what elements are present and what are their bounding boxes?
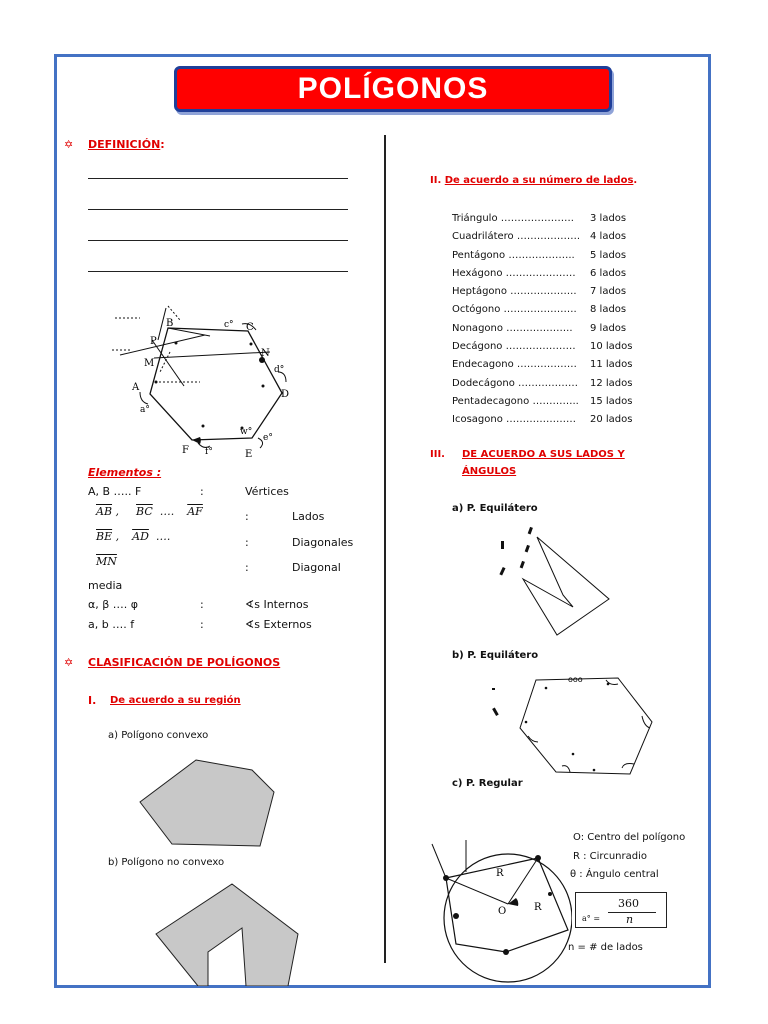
polygon-sides: 9 lados xyxy=(590,322,627,334)
tick-mark xyxy=(520,561,525,569)
bullet-icon: ✡ xyxy=(64,138,74,151)
polygon-sides: 10 lados xyxy=(590,341,633,353)
page-title: POLÍGONOS xyxy=(297,72,489,105)
vertex-dot xyxy=(202,425,205,428)
angle-arc xyxy=(562,766,570,772)
tick-mark xyxy=(528,527,533,535)
elemento-desc: Lados xyxy=(292,510,325,523)
sub-b-label: b) P. Equilátero xyxy=(452,650,539,661)
polygon-name: Dodecágono ……………… xyxy=(452,377,579,389)
elemento-desc: ∢s Internos xyxy=(245,598,309,611)
formula-denominator: n xyxy=(626,913,634,926)
equilateral-shape xyxy=(525,537,595,633)
media-word: media xyxy=(88,579,123,592)
legend-radius: R : Circunradio xyxy=(573,851,647,862)
polygon-name: Icosagono ………………… xyxy=(452,414,577,426)
elementos-heading: Elementos : xyxy=(88,466,162,479)
blank-line xyxy=(88,209,348,210)
fig-label-R2: R xyxy=(534,902,542,913)
lados-symbols: $\overline{AB}$ , $\overline{BC}$ …. $\overline{AF}$ xyxy=(96,505,203,518)
blank-line xyxy=(88,271,348,272)
column-divider xyxy=(384,135,386,963)
dashed-mark xyxy=(160,352,170,372)
elemento-desc: ∢s Externos xyxy=(245,618,312,631)
label-M: M xyxy=(144,358,155,369)
polygon-name: Octógono …………………. xyxy=(452,304,577,316)
label-D: D xyxy=(281,389,290,400)
polygon-name: Endecagono ……………… xyxy=(452,359,577,371)
section-3-title-line1: DE ACUERDO A SUS LADOS Y xyxy=(462,449,625,460)
elemento-desc: Vértices xyxy=(245,485,289,498)
section-3-number: III. xyxy=(430,449,445,460)
regular-pentagon xyxy=(446,858,568,952)
sub-a-label: a) P. Equilátero xyxy=(452,503,538,514)
convex-polygon-figure xyxy=(136,758,278,852)
bullet-icon: ✡ xyxy=(64,656,74,669)
label-d: d° xyxy=(274,365,285,375)
legend-angle: θ : Ángulo central xyxy=(570,869,659,880)
polygon-name: Heptágono ……………….. xyxy=(452,286,577,298)
fig-label-R1: R xyxy=(496,868,504,879)
regular-polygon-figure xyxy=(426,834,572,984)
polygon-name: Cuadrilátero ………………. xyxy=(452,231,581,243)
arrow-line xyxy=(432,844,446,878)
label-N: N xyxy=(261,348,270,359)
radius-line xyxy=(446,878,508,904)
section-3-title-line2: ÁNGULOS xyxy=(462,466,517,477)
tick-mark xyxy=(501,541,504,549)
polygon-name: Decágono ………………… xyxy=(452,341,576,353)
section-1-number: I. xyxy=(88,694,97,707)
extension-tilt xyxy=(152,340,184,386)
polygon-name: Triángulo …………………. xyxy=(452,213,574,224)
label-C: C xyxy=(246,322,254,333)
elemento-symbols: A, B ….. F xyxy=(88,485,142,498)
vertex-dot xyxy=(453,913,459,919)
diagonales-symbols: $\overline{BE}$ , $\overline{AD}$ …. xyxy=(96,530,171,543)
label-e: e° xyxy=(263,433,273,443)
polygon-name: Pentágono ……………….. xyxy=(452,249,575,261)
vertex-dot xyxy=(548,892,552,896)
formula-lhs: a° = xyxy=(582,914,601,923)
elemento-colon: : xyxy=(200,598,204,611)
polygon-name: Hexágono ………………… xyxy=(452,267,576,279)
vertex-dot xyxy=(443,875,449,881)
fig-label-O: O xyxy=(498,906,507,917)
equilateral-hexagon xyxy=(520,678,652,774)
vertex-dot xyxy=(535,855,541,861)
sub-c-label: c) P. Regular xyxy=(452,778,523,789)
polygon-sides: 20 lados xyxy=(590,414,633,426)
elemento-colon: : xyxy=(245,536,249,549)
elemento-symbols: a, b …. f xyxy=(88,618,135,631)
label-a: a° xyxy=(140,405,150,415)
extension-cross xyxy=(120,335,205,355)
polygon-sides: 15 lados xyxy=(590,395,633,407)
item-a-convexo: a) Polígono convexo xyxy=(108,730,209,741)
hexagon-diagram xyxy=(100,300,300,465)
definicion-heading: DEFINICIÓN: xyxy=(88,138,165,151)
diagonal-media-symbol: $\overline{MN}$ xyxy=(96,555,117,568)
vertex-dot xyxy=(155,381,158,384)
polygon-sides: 4 lados xyxy=(590,231,627,243)
formula-numerator: 360 xyxy=(618,897,639,910)
tick-mark xyxy=(499,567,505,576)
tick-mark xyxy=(492,708,499,716)
legend-n-definition: n = # de lados xyxy=(568,942,643,953)
elemento-desc: Diagonal xyxy=(292,561,341,574)
polygon-sides-list xyxy=(590,210,633,430)
angle-arc xyxy=(622,764,634,769)
polygon-name: Nonagono ……………….. xyxy=(452,322,573,334)
mark-dot xyxy=(572,753,575,756)
label-F: F xyxy=(182,445,189,456)
hexagon-shape xyxy=(150,328,285,440)
section-1-title: De acuerdo a su región xyxy=(110,695,241,706)
vertex-dot xyxy=(175,342,178,345)
equilateral-outline xyxy=(525,537,607,635)
polygon-sides: 7 lados xyxy=(590,286,627,298)
polygon-sides: 11 lados xyxy=(590,359,633,371)
label-c: c° xyxy=(224,320,234,330)
clasificacion-heading: CLASIFICACIÓN DE POLÍGONOS xyxy=(88,656,281,669)
legend-center: O: Centro del polígono xyxy=(573,832,686,843)
equilateral-figure-b xyxy=(484,672,656,782)
label-A: A xyxy=(132,382,140,393)
elemento-colon: : xyxy=(200,618,204,631)
vertex-dot xyxy=(262,385,265,388)
vertex-dot xyxy=(503,949,509,955)
item-b-no-convexo: b) Polígono no convexo xyxy=(108,857,225,868)
title-banner xyxy=(174,66,612,112)
polygon-names-list xyxy=(452,210,580,430)
elemento-symbols: α, β …. φ xyxy=(88,598,139,611)
equal-marks: ooo xyxy=(568,675,583,684)
blank-line xyxy=(88,178,348,179)
polygon-sides: 8 lados xyxy=(590,304,627,316)
label-P: P xyxy=(150,336,157,347)
radius-line xyxy=(508,858,538,904)
mark-dot xyxy=(545,687,548,690)
polygon-name: Pentadecagono ………….. xyxy=(452,395,579,407)
elemento-desc: Diagonales xyxy=(292,536,354,549)
polygon-sides: 5 lados xyxy=(590,249,627,261)
angle-fill xyxy=(192,437,201,444)
elemento-colon: : xyxy=(200,485,204,498)
circumscribed-circle xyxy=(444,854,572,982)
label-f: f° xyxy=(205,447,213,457)
polygon-sides: 12 lados xyxy=(590,377,633,389)
angle-arc xyxy=(140,392,148,404)
tick-mark xyxy=(492,688,495,690)
convex-polygon xyxy=(140,760,274,846)
label-w: w° xyxy=(240,427,253,437)
blank-line xyxy=(88,240,348,241)
vertex-dot xyxy=(250,343,253,346)
diagonal-mn xyxy=(154,352,270,358)
equilateral-figure-a xyxy=(495,525,615,637)
polygon-sides: 6 lados xyxy=(590,267,627,279)
label-E: E xyxy=(245,449,253,460)
equilateral-polygon-a xyxy=(523,537,609,635)
mark-dot xyxy=(525,721,528,724)
label-B: B xyxy=(166,318,174,329)
section-2-heading: II. De acuerdo a su número de lados. xyxy=(430,175,638,186)
polygon-sides: 3 lados xyxy=(590,213,627,224)
nonconvex-polygon xyxy=(156,884,298,986)
nonconvex-polygon-figure xyxy=(154,882,300,986)
angle-arc xyxy=(258,438,263,448)
elemento-colon: : xyxy=(245,510,249,523)
tick-mark xyxy=(525,545,530,553)
extension-tilt2 xyxy=(158,308,166,340)
elemento-colon: : xyxy=(245,561,249,574)
mark-dot xyxy=(593,769,596,772)
